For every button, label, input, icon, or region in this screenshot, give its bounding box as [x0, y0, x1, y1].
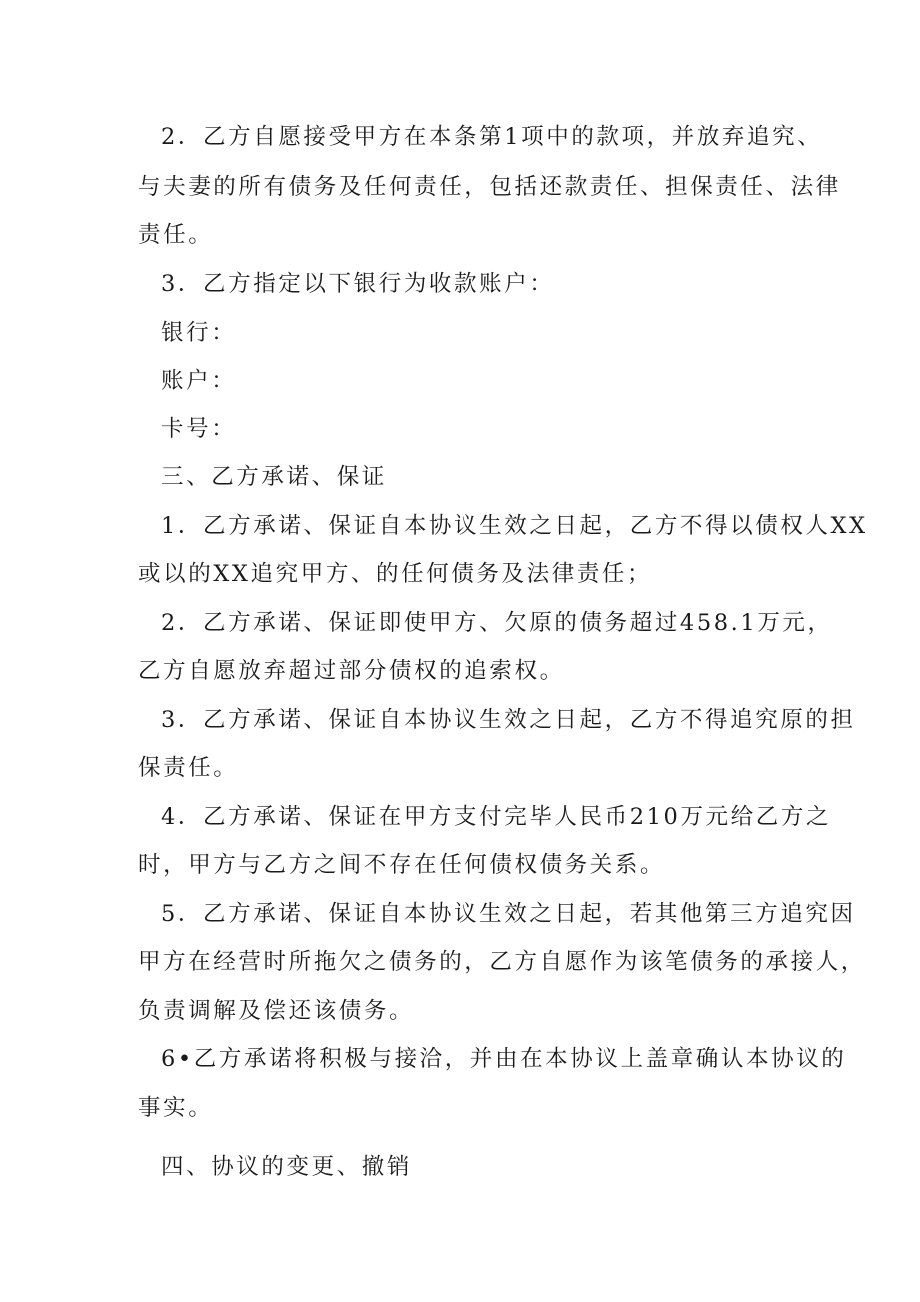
paragraph-line: 事实。 [138, 1095, 214, 1121]
paragraph-line: 负责调解及偿还该债务。 [138, 998, 415, 1024]
paragraph-line: 1．乙方承诺、保证自本协议生效之日起，乙方不得以债权人XX [161, 513, 868, 539]
paragraph-line: 3．乙方承诺、保证自本协议生效之日起，乙方不得追究原的担 [161, 707, 856, 733]
bank-label: 银行： [161, 320, 237, 346]
paragraph-line: 乙方自愿放弃超过部分债权的追索权。 [138, 658, 565, 684]
paragraph-line: 2．乙方自愿接受甲方在本条第1项中的款项，并放弃追究、 [161, 124, 823, 150]
paragraph-line: 保责任。 [138, 755, 239, 781]
paragraph-line: 时，甲方与乙方之间不存在任何债权债务关系。 [138, 852, 666, 878]
paragraph-line: 6•乙方承诺将积极与接洽，并由在本协议上盖章确认本协议的 [161, 1046, 847, 1072]
account-label: 账户： [161, 368, 237, 394]
paragraph-line: 甲方在经营时所拖欠之债务的，乙方自愿作为该笔债务的承接人， [138, 949, 866, 975]
paragraph-line: 4．乙方承诺、保证在甲方支付完毕人民币210万元给乙方之 [161, 804, 832, 830]
card-number-label: 卡号： [161, 416, 237, 442]
paragraph-line: 责任。 [138, 222, 214, 248]
paragraph-line: 2．乙方承诺、保证即使甲方、欠原的债务超过458.1万元， [161, 610, 833, 636]
paragraph-line: 3．乙方指定以下银行为收款账户： [161, 271, 555, 297]
paragraph-line: 与夫妻的所有债务及任何责任，包括还款责任、担保责任、法律 [138, 174, 841, 200]
section-heading: 四、协议的变更、撤销 [161, 1154, 413, 1180]
section-heading: 三、乙方承诺、保证 [161, 464, 387, 490]
paragraph-line: 5．乙方承诺、保证自本协议生效之日起，若其他第三方追究因 [161, 901, 856, 927]
paragraph-line: 或以的XX追究甲方、的任何债务及法律责任； [138, 561, 653, 587]
